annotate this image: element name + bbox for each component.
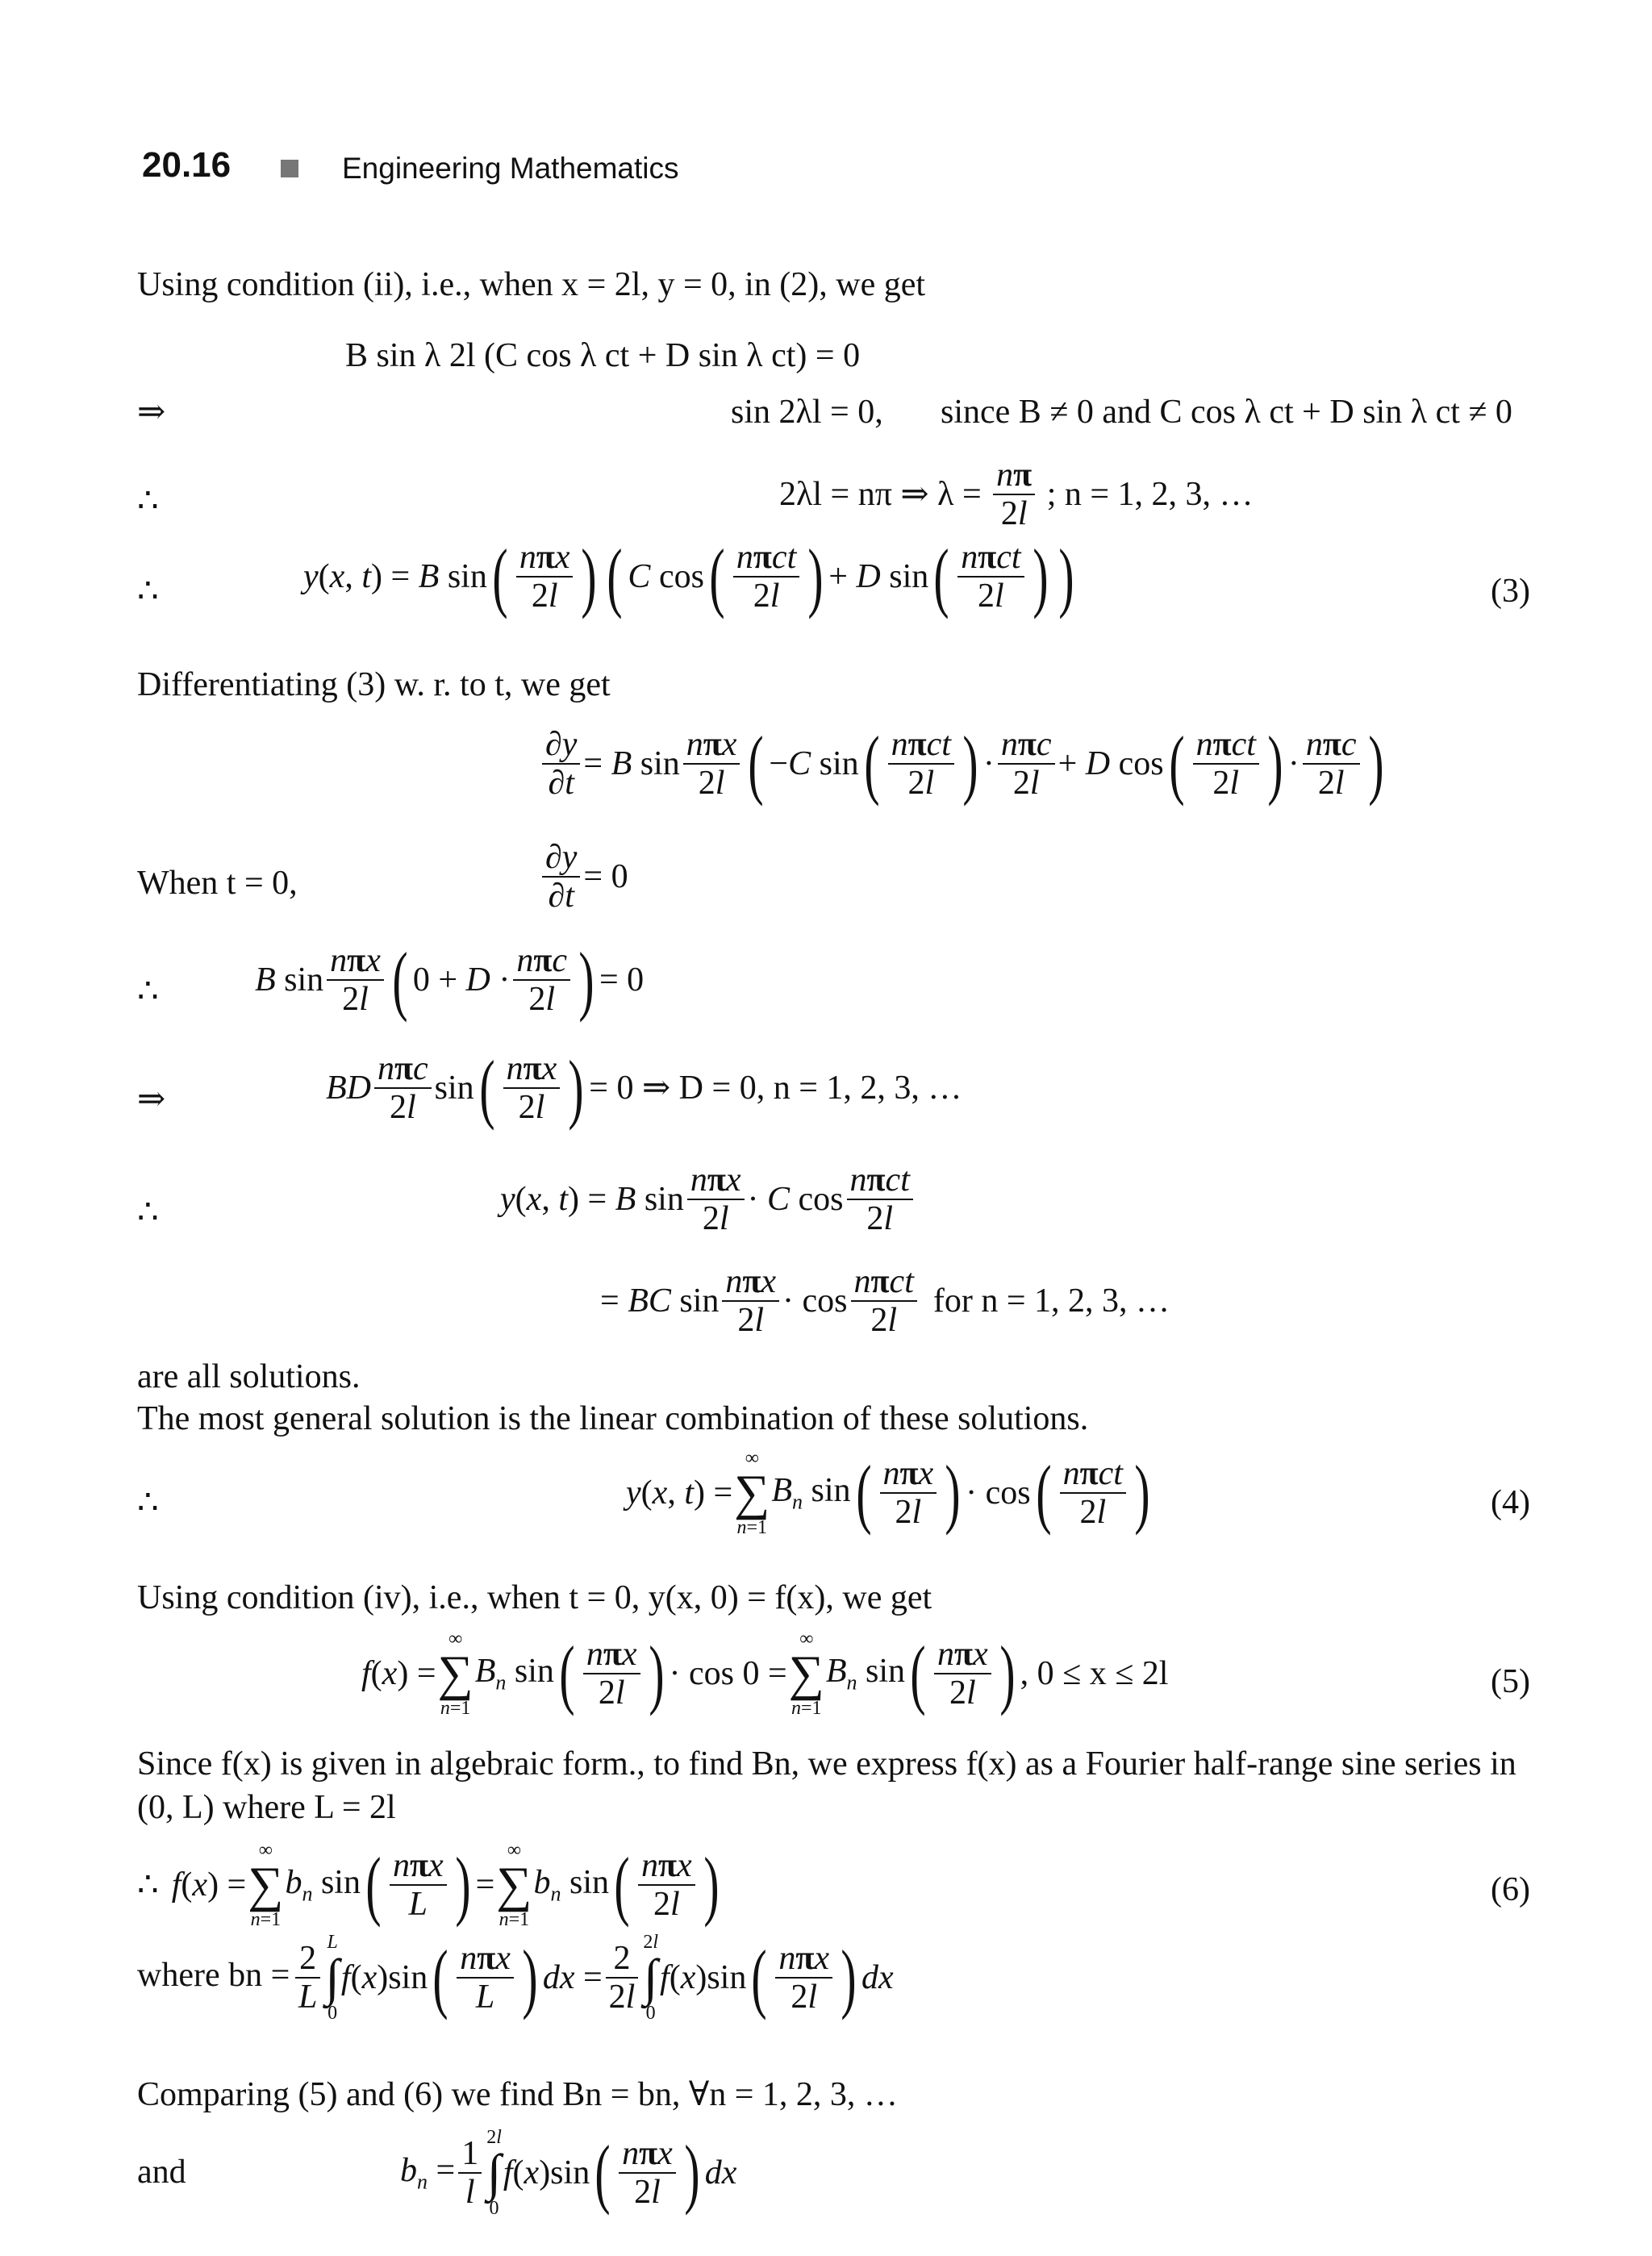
paragraph-all-solutions: are all solutions. xyxy=(137,1358,361,1395)
equation-bn-final: $b_n$ = $\frac{1}{l}$ 2l ∫ 0 f(x)sin( $\frac{\text{nπx}}{2l}$ ) dx xyxy=(400,2127,737,2219)
equation-dy-dt-zero: $\frac{\partial y}{\partial t}$ = 0 xyxy=(539,839,628,915)
paragraph-general-solution: The most general solution is the linear combination of these solutions. xyxy=(137,1400,1089,1437)
equation-4: y(x, t) = ∞ ∑ n=1 $B_n$ sin( $\frac{\text{nπx}}{2l}$ ) · cos( $\frac{\text{nπct}}{2l}$ ) xyxy=(626,1448,1150,1538)
equation-dy-dt: $\frac{\partial y}{\partial t}$ = B sin $\frac{\text{nπx}}{2l}$ ( −C sin( $\frac{\text{nπct}}{2l}$ ) · $\frac{\text{nπc}}{2l}$ + D cos( $\frac{\text{nπct}}{2l}$ ) · $\frac{\text{nπc}}{2l}$ ) xyxy=(539,726,1389,802)
therefore-symbol: ∴ xyxy=(137,482,159,519)
book-title: Engineering Mathematics xyxy=(342,152,679,185)
equation-yxt-product: y(x, t) = B sin $\frac{\text{nπx}}{2l}$ · C cos $\frac{\text{nπct}}{2l}$ xyxy=(500,1161,916,1237)
equation-bn-integral: $\frac{2}{L}$ L ∫ 0 f(x)sin( $\frac{\text{nπx}}{L}$ ) dx = $\frac{2}{2l}$ 2l ∫ 0 f(x)sin( $\frac{\text{nπx}}{2l}$ ) dx xyxy=(292,1933,894,2023)
header-square-icon xyxy=(281,160,298,177)
equation-5: f(x) = ∞ ∑ n=1 $B_n$ sin( $\frac{\text{nπx}}{2l}$ ) · cos 0 = ∞ ∑ n=1 $B_n$ sin( $\frac{\text{nπx}}{2l}$ ) , 0 ≤ x ≤ 2l xyxy=(361,1628,1169,1719)
equation-b-sin-zero: B sin $\frac{\text{nπx}}{2l}$ ( 0 + D · $\frac{\text{nπc}}{2l}$ ) = 0 xyxy=(255,936,645,1023)
equation-b-sin: B sin λ 2l (C cos λ ct + D sin λ ct) = 0 xyxy=(345,337,861,374)
equation-6: ∴ f(x) = ∞ ∑ n=1 $b_n$ sin( $\frac{\text{nπx}}{L}$ ) = ∞ ∑ n=1 $b_n$ sin( $\frac{\text{nπx}}{2l}$ ) xyxy=(137,1840,720,1930)
page-number: 20.16 xyxy=(142,145,232,185)
implies-symbol: ⇒ xyxy=(137,394,166,431)
implies-symbol: ⇒ xyxy=(137,1081,166,1118)
equation-number: (6) xyxy=(1491,1871,1530,1908)
paragraph-condition-ii: Using condition (ii), i.e., when x = 2l, y = 0, in (2), we get xyxy=(137,266,926,303)
equation-since: since B ≠ 0 and C cos λ ct + D sin λ ct ≠ 0 xyxy=(941,394,1512,431)
paragraph-where-l: (0, L) where L = 2l xyxy=(137,1789,396,1826)
paragraph-since-fx: Since f(x) is given in algebraic form., to find Bn, we express f(x) as a Fourier half-range sine series in xyxy=(137,1745,1516,1783)
label-and: and xyxy=(137,2154,186,2191)
equation-sin-2l: sin 2λl = 0, xyxy=(731,394,883,431)
equation-lambda: 2λl = nπ ⇒ λ = $\frac{n\pi}{2l}$ ; n = 1, 2, 3, … xyxy=(779,457,1254,533)
equation-number: (4) xyxy=(1491,1484,1530,1521)
therefore-symbol: ∴ xyxy=(137,1484,159,1521)
paragraph-comparing: Comparing (5) and (6) we find Bn = bn, ∀n = 1, 2, 3, … xyxy=(137,2076,898,2113)
therefore-symbol: ∴ xyxy=(137,573,159,610)
therefore-symbol: ∴ xyxy=(137,1194,159,1231)
equation-bc: = BC sin $\frac{\text{nπx}}{2l}$ · cos $\frac{\text{nπct}}{2l}$ for n = 1, 2, 3, … xyxy=(600,1263,1170,1340)
equation-number: (3) xyxy=(1491,573,1530,610)
therefore-symbol: ∴ xyxy=(137,973,159,1010)
equation-3: y(x, t) = B sin( $\frac{\text{nπx}}{2l}$ ) ( C cos( $\frac{\text{nπct}}{2l}$ ) + D sin( $\frac{\text{nπct}}{2l}$ ) ) xyxy=(303,532,1074,619)
paragraph-differentiating: Differentiating (3) w. r. to t, we get xyxy=(137,666,611,703)
label-where-bn: where bn = xyxy=(137,1957,290,1994)
equation-bd: BD $\frac{\text{nπc}}{2l}$ sin( $\frac{\text{nπx}}{2l}$ ) = 0 ⇒ D = 0, n = 1, 2, 3, … xyxy=(326,1044,962,1131)
paragraph-when-t-0: When t = 0, xyxy=(137,865,298,902)
paragraph-condition-iv: Using condition (iv), i.e., when t = 0, y(x, 0) = f(x), we get xyxy=(137,1579,932,1616)
equation-number: (5) xyxy=(1491,1663,1530,1700)
